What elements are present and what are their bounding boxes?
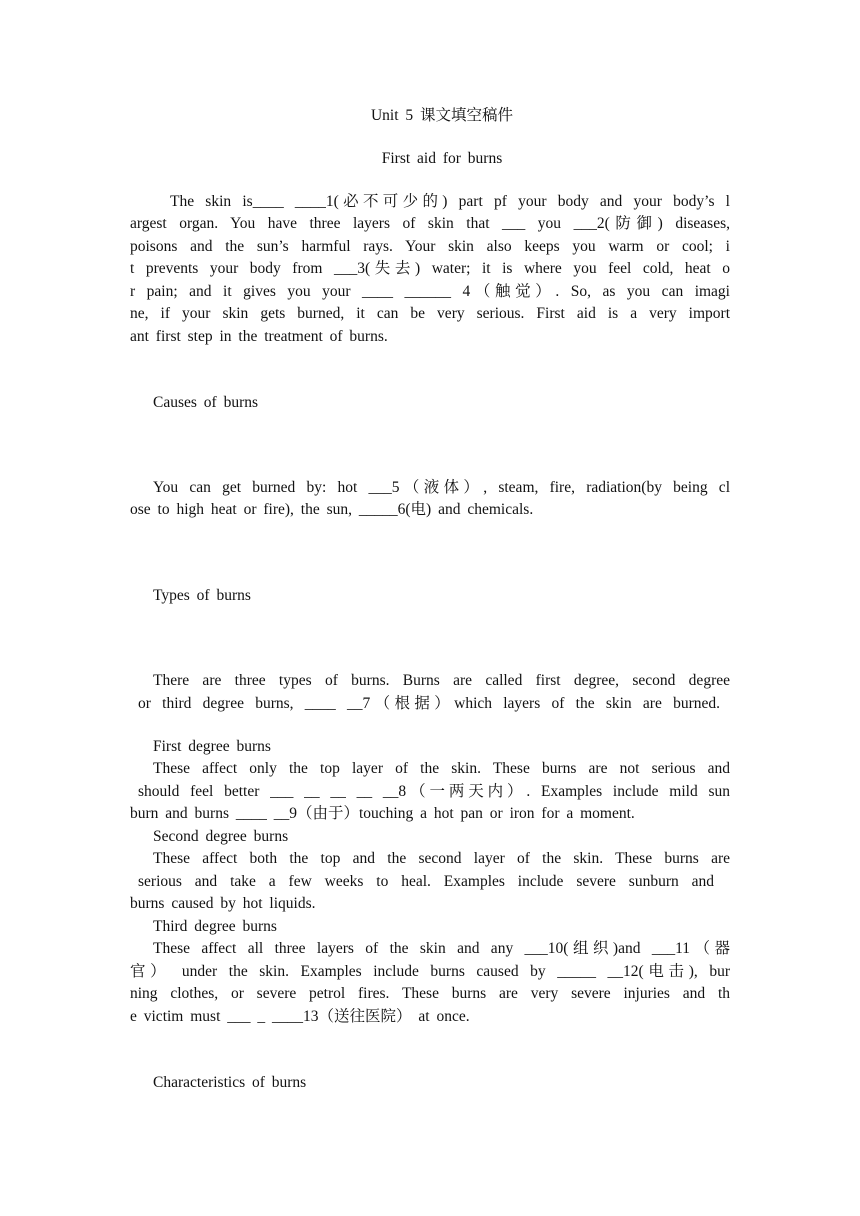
first-degree-line: burn and burns ____ __9（由于）touching a hot pan or iron for a moment.: [130, 805, 635, 822]
third-degree-heading: Third degree burns: [153, 918, 277, 935]
second-degree-line: serious and take a few weeks to heal. Examples include severe sunburn and: [138, 873, 714, 890]
second-degree-heading: Second degree burns: [153, 828, 289, 845]
first-degree-line: These affect only the top layer of the skin. These burns are not serious and: [153, 760, 730, 777]
intro-line: r pain; and it gives you your ____ ______ 4（触觉）. So, as you can imagi: [130, 283, 730, 300]
third-degree-line: These affect all three layers of the skin and any ___10(组织)and ___11（器: [153, 940, 730, 957]
third-degree-line: 官） under the skin. Examples include burns caused by _____ __12(电击), bur: [130, 963, 730, 980]
types-line: There are three types of burns. Burns are called first degree, second degree: [153, 672, 730, 689]
causes-line: You can get burned by: hot ___5（液体）, steam, fire, radiation(by being cl: [153, 479, 730, 496]
intro-line: poisons and the sun’s harmful rays. Your skin also keeps you warm or cool; i: [130, 238, 730, 255]
second-degree-line: These affect both the top and the second layer of the skin. These burns are: [153, 850, 730, 867]
third-degree-line: e victim must ___ _ ____13（送往医院） at once.: [130, 1008, 470, 1025]
intro-line: argest organ. You have three layers of skin that ___ you ___2(防御) diseases,: [130, 215, 730, 232]
types-line: or third degree burns, ____ __7（根据）which layers of the skin are burned.: [138, 695, 720, 712]
first-degree-heading: First degree burns: [153, 738, 271, 755]
first-degree-line: should feel better ___ __ __ __ __8（一两天内）. Examples include mild sun: [138, 783, 730, 800]
second-degree-line: burns caused by hot liquids.: [130, 895, 316, 912]
types-heading: Types of burns: [153, 587, 251, 604]
third-degree-line: ning clothes, or severe petrol fires. These burns are very severe injuries and th: [130, 985, 730, 1002]
intro-line: The skin is____ ____1(必不可少的) part pf your body and your body’s l: [170, 193, 730, 210]
document-title: Unit 5 课文填空稿件: [370, 107, 514, 124]
characteristics-heading: Characteristics of burns: [153, 1074, 307, 1091]
intro-line: t prevents your body from ___3(失去) water; it is where you feel cold, heat o: [130, 260, 730, 277]
causes-line: ose to high heat or fire), the sun, _____6(电) and chemicals.: [130, 501, 534, 518]
intro-line: ant first step in the treatment of burns.: [130, 328, 388, 345]
intro-line: ne, if your skin gets burned, it can be very serious. First aid is a very import: [130, 305, 730, 322]
causes-heading: Causes of burns: [153, 394, 259, 411]
document-subtitle: First aid for burns: [381, 150, 503, 167]
